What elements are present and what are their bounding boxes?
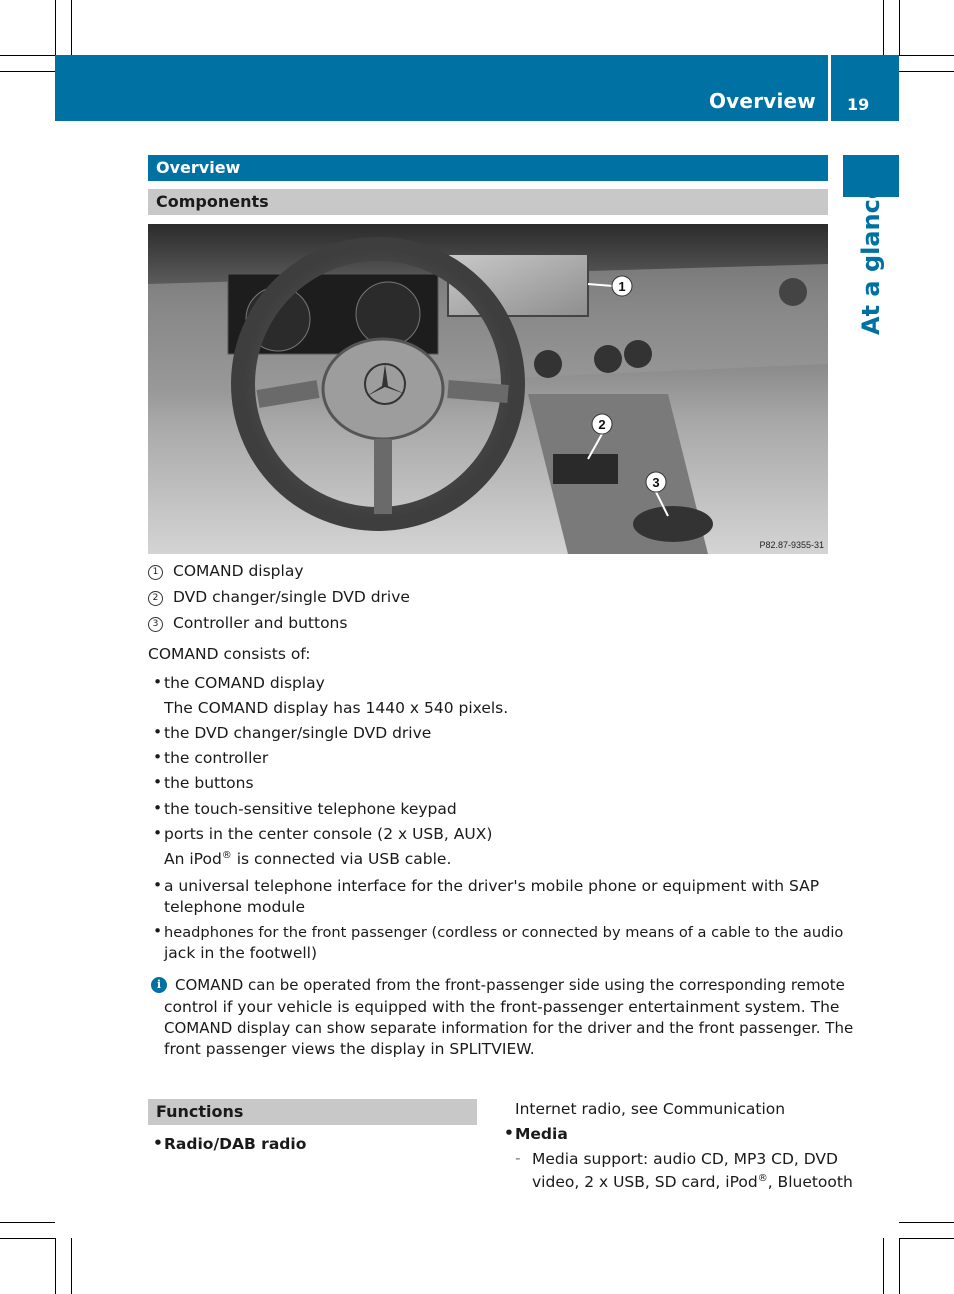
crop-mark xyxy=(899,0,900,55)
bullet-subtext: The COMAND display has 1440 x 540 pixels. xyxy=(164,699,509,717)
legend-text: DVD changer/single DVD drive xyxy=(173,588,410,606)
bullet-item: the COMAND display xyxy=(164,674,325,692)
crop-mark xyxy=(899,1222,954,1223)
bullet-item: headphones for the front passenger (cordless or connected by means of a cable to the audio xyxy=(164,924,844,941)
bullet-subtext xyxy=(164,849,451,870)
chapter-label: At a glance xyxy=(857,182,885,335)
bullet-marker: • xyxy=(153,824,163,842)
crop-mark xyxy=(899,1238,954,1239)
crop-mark xyxy=(0,71,55,72)
crop-mark xyxy=(0,1222,55,1223)
callout-2: 2 xyxy=(598,417,606,432)
callout-1: 1 xyxy=(618,279,626,294)
media-support-text xyxy=(532,1172,853,1193)
crop-mark xyxy=(883,0,884,55)
subsection-title: Components xyxy=(148,189,828,215)
crop-mark xyxy=(55,0,56,55)
cockpit-illustration xyxy=(148,224,828,554)
crop-mark xyxy=(71,1238,72,1294)
crop-mark xyxy=(899,71,954,72)
media-support-text-pre: video, 2 x USB, SD card, iPod xyxy=(532,1173,758,1191)
bullet-marker: • xyxy=(153,876,163,894)
bullet-item-continued: telephone module xyxy=(164,898,305,916)
crop-mark xyxy=(0,55,55,56)
legend-item xyxy=(148,560,304,582)
image-reference-code: P82.87-9355-31 xyxy=(759,540,824,550)
media-support-text: Media support: audio CD, MP3 CD, DVD xyxy=(532,1150,838,1168)
bullet-marker: • xyxy=(153,773,163,791)
bullet-item: the controller xyxy=(164,749,269,767)
ipod-text: An iPod xyxy=(164,850,222,868)
intro-text: COMAND consists of: xyxy=(148,645,311,663)
legend-number: 2 xyxy=(148,591,163,606)
legend-text: COMAND display xyxy=(173,562,304,580)
bullet-marker: • xyxy=(153,748,163,766)
legend-text: Controller and buttons xyxy=(173,614,348,632)
info-icon: i xyxy=(151,977,167,993)
bullet-marker: • xyxy=(153,799,163,817)
bullet-item: the buttons xyxy=(164,774,254,792)
header-title: Overview xyxy=(708,89,816,113)
functions-item-media: Media xyxy=(515,1125,568,1143)
crop-mark xyxy=(883,1238,884,1294)
bullet-marker: • xyxy=(153,723,163,741)
legend-item xyxy=(148,586,410,608)
bullet-marker: • xyxy=(504,1124,514,1142)
functions-internet-radio: Internet radio, see Communication xyxy=(515,1100,786,1118)
registered-mark: ® xyxy=(757,1172,768,1184)
info-text: front passenger views the display in SPLITVIEW. xyxy=(164,1040,535,1058)
bullet-item: a universal telephone interface for the driver's mobile phone or equipment with SAP xyxy=(164,877,820,895)
legend-item xyxy=(148,612,347,634)
ipod-text-rest: is connected via USB cable. xyxy=(231,850,452,868)
info-text: COMAND display can show separate information for the driver and the front passenger. The xyxy=(164,1019,854,1037)
bullet-item-continued: jack in the footwell) xyxy=(164,944,318,962)
section-title: Overview xyxy=(148,155,828,181)
crop-mark xyxy=(55,1238,56,1294)
bullet-marker: • xyxy=(153,673,163,691)
callout-3: 3 xyxy=(652,475,660,490)
bullet-marker: • xyxy=(153,922,163,940)
crop-mark xyxy=(0,1238,55,1239)
bullet-item: the DVD changer/single DVD drive xyxy=(164,724,432,742)
bullet-item: ports in the center console (2 x USB, AUX) xyxy=(164,825,493,843)
dash-marker: - xyxy=(515,1149,521,1167)
legend-number: 1 xyxy=(148,565,163,580)
functions-item-radio: Radio/DAB radio xyxy=(164,1135,307,1153)
page-header xyxy=(55,55,828,121)
media-support-text-post: , Bluetooth xyxy=(767,1173,853,1191)
registered-mark: ® xyxy=(221,849,232,861)
info-text: COMAND can be operated from the front-passenger side using the corresponding remote xyxy=(175,976,845,994)
crop-mark xyxy=(899,1238,900,1294)
legend-number: 3 xyxy=(148,617,163,632)
bullet-item: the touch-sensitive telephone keypad xyxy=(164,800,457,818)
bullet-marker: • xyxy=(153,1134,163,1152)
crop-mark xyxy=(71,0,72,55)
info-text: control if your vehicle is equipped with the front-passenger entertainment system. The xyxy=(164,998,840,1016)
page-number-box xyxy=(831,55,899,121)
crop-mark xyxy=(899,55,954,56)
page-number: 19 xyxy=(847,95,870,114)
functions-title: Functions xyxy=(148,1099,477,1125)
